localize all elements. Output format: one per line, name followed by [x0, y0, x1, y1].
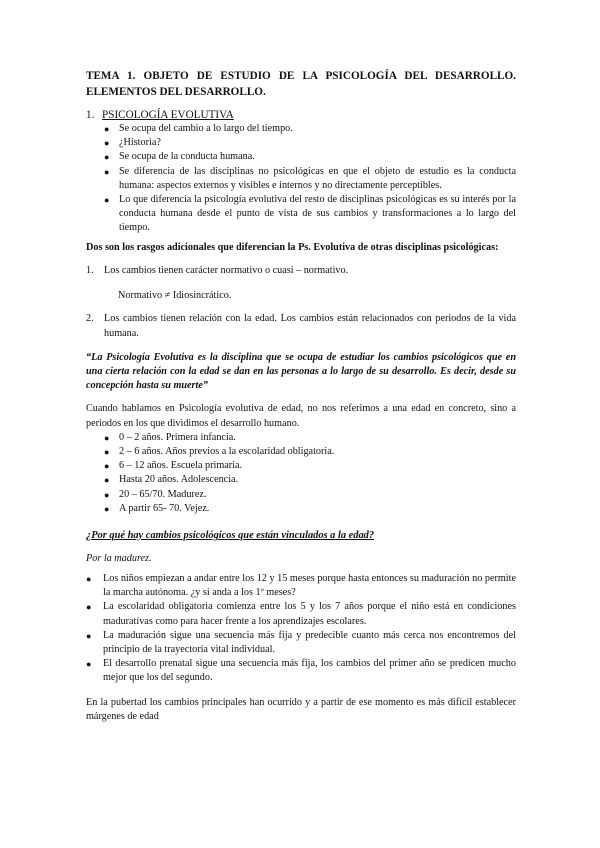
list-item: 1. Los cambios tienen carácter normativo o cuasi – normativo.: [86, 265, 349, 277]
rasgos-list: [86, 264, 516, 278]
rasgos-intro: Dos son los rasgos adicionales que diferencian la Ps. Evolutiva de otras disciplinas psicológicas:: [86, 241, 499, 253]
list-item: ● Se ocupa del cambio a lo largo del tiempo.: [86, 122, 516, 136]
madurez-list: [86, 572, 516, 686]
list-item: ● A partir 65- 70. Vejez.: [86, 502, 516, 516]
bullet-icon: ●: [86, 573, 92, 584]
list-item: ● Se diferencia de las disciplinas no psicológicas en que el objeto de estudio es la conducta humana: aspectos externos y visibles e internos y no directamente perceptibles.: [104, 165, 516, 191]
bullet-icon: ●: [104, 475, 110, 486]
list-item: ● Se ocupa de la conducta humana.: [86, 150, 516, 164]
normativo-note: Normativo ≠ Idiosincrático.: [118, 290, 232, 302]
definition-quote: “La Psicología Evolutiva es la disciplina que se ocupa de estudiar los cambios psicológicos que en una cierta relación con la edad se dan en las personas a lo largo de su desarrollo. Es decir, desde su concepción hasta su muerte”: [86, 351, 516, 392]
question-heading: ¿Por qué hay cambios psicológicos que están vinculados a la edad?: [86, 529, 375, 541]
edad-paragraph: Cuando hablamos en Psicología evolutiva de edad, no nos referimos a una edad en concreto, sino a periodos en los que dividimos el desarrollo humano.: [86, 403, 516, 429]
bullet-icon: ●: [104, 138, 110, 149]
pubertad-paragraph: En la pubertad los cambios principales han ocurrido y a partir de ese momento es más difícil establecer márgenes de edad: [86, 696, 516, 722]
list-item: ● Los niños empiezan a andar entre los 12 y 15 meses porque hasta entonces su maduración no permite la marcha autónoma. ¿y si anda a los 1º meses?: [86, 572, 516, 599]
list-item: ● 6 – 12 años. Escuela primaria.: [86, 459, 516, 473]
bullet-icon: ●: [104, 461, 110, 472]
section-number: 1.: [86, 109, 95, 121]
bullet-icon: ●: [104, 124, 110, 134]
bullet-list-psicologia: [86, 122, 516, 236]
bullet-icon: ●: [86, 659, 92, 670]
madurez-subheading: Por la madurez.: [86, 552, 152, 564]
document-page: [86, 68, 516, 724]
bullet-icon: ●: [86, 630, 92, 641]
list-item: ● La maduración sigue una secuencia más fija y predecible cuanto más cerca nos encontremos del principio de la trayectoria vital individual.: [86, 629, 516, 655]
bullet-icon: ●: [104, 432, 110, 443]
bullet-icon: ●: [104, 166, 110, 177]
list-item: ● El desarrollo prenatal sigue una secuencia más fija, los cambios del primer año se predicen mucho mejor que los del segundo.: [86, 658, 516, 684]
bullet-icon: ●: [104, 489, 110, 500]
bullet-icon: ●: [104, 503, 110, 514]
bullet-icon: ●: [86, 602, 92, 613]
rasgos-list-continued: [86, 312, 516, 340]
list-item: ● 0 – 2 años. Primera infancia.: [86, 431, 516, 445]
bullet-icon: ●: [104, 446, 110, 457]
list-item: ● 20 – 65/70. Madurez.: [86, 488, 516, 502]
section-heading: [86, 109, 516, 122]
document-title: TEMA 1. OBJETO DE ESTUDIO DE LA PSICOLOGÍA DEL DESARROLLO. ELEMENTOS DEL DESARROLLO.: [86, 70, 516, 98]
bullet-icon: ●: [104, 152, 110, 163]
list-item: ● Hasta 20 años. Adolescencia.: [86, 473, 516, 487]
section-title: PSICOLOGÍA EVOLUTIVA: [102, 109, 234, 121]
list-item: 2. Los cambios tienen relación con la edad. Los cambios están relacionados con periodos de la vida humana.: [86, 313, 516, 339]
periodos-list: [86, 431, 516, 516]
bullet-icon: ●: [104, 195, 110, 206]
list-item: ● Lo que diferencia la psicología evolutiva del resto de disciplinas psicológicas es su interés por la conducta humana desde el punto de vista de sus cambios y transformaciones a lo largo del tiempo.: [104, 194, 516, 234]
list-item: ● La escolaridad obligatoria comienza entre los 5 y los 7 años porque el niño está en condiciones maduratívas como para hacer frente a los aprendizajes escolares.: [86, 601, 516, 627]
list-item: ● 2 – 6 años. Años previos a la escolaridad obligatoria.: [86, 445, 516, 459]
list-item: ● ¿Historia?: [86, 136, 516, 150]
